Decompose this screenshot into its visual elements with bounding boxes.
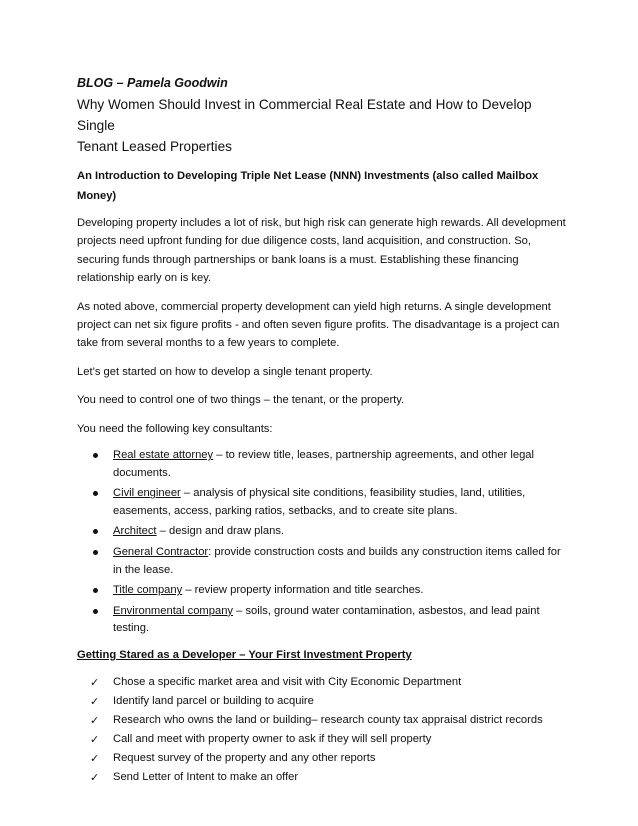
list-item (77, 544, 572, 579)
list-item (77, 768, 572, 787)
bullet-icon (93, 609, 98, 614)
step-text: Research who owns the land or building– research county tax appraisal district records (113, 714, 543, 726)
list-item (77, 692, 572, 711)
consultant-term: Civil engineer (113, 487, 181, 500)
checkmark-icon: ✓ (90, 695, 100, 708)
consultant-desc: – analysis of physical site conditions, feasibility studies, land, utilities, easements, access, parking ratios, setbacks, and to create site plans. (113, 487, 526, 517)
step-text: Send Letter of Intent to make an offer (113, 771, 299, 783)
consultant-desc: – design and draw plans. (156, 525, 285, 538)
consultant-term: Real estate attorney (113, 449, 214, 462)
steps-checklist (77, 673, 572, 787)
title-line-1: Why Women Should Invest in Commercial Real Estate and How to Develop Single (77, 97, 532, 133)
title-line-2: Tenant Leased Properties (77, 139, 232, 154)
list-item (77, 523, 572, 541)
list-item (77, 582, 572, 600)
list-item (77, 730, 572, 749)
bullet-icon (93, 588, 98, 593)
bullet-icon (93, 529, 98, 534)
list-item (77, 485, 572, 520)
paragraph-get-started: Let’s get started on how to develop a single tenant property. (77, 365, 373, 378)
list-item (77, 603, 572, 638)
consultant-term: Environmental company (113, 604, 234, 617)
list-item (77, 749, 572, 768)
checkmark-icon: ✓ (90, 714, 100, 727)
intro-heading: An Introduction to Developing Triple Net Lease (NNN) Investments (also called Mailbox Money) (77, 170, 539, 202)
consultant-desc: : provide construction costs and builds any construction items called for in the lease. (113, 546, 561, 576)
list-item (77, 673, 572, 692)
list-item (77, 711, 572, 730)
paragraph-risk: Developing property includes a lot of risk, but high risk can generate high rewards. All development projects need upfront funding for due diligence costs, land acquisition, and construction. So, securing funds through partnerships or bank loans is a must. Establishing these financing relationship early on is key. (77, 217, 566, 285)
blog-label: BLOG – Pamela Goodwin (77, 76, 228, 90)
consultant-term: Architect (113, 525, 157, 538)
checkmark-icon: ✓ (90, 771, 100, 784)
paragraph-consultants: You need the following key consultants: (77, 422, 273, 435)
checkmark-icon: ✓ (90, 733, 100, 746)
consultant-desc: – review property information and title searches. (182, 584, 424, 597)
step-text: Identify land parcel or building to acquire (113, 695, 314, 707)
checkmark-icon: ✓ (90, 752, 100, 765)
step-text: Chose a specific market area and visit with City Economic Department (113, 676, 462, 688)
step-text: Request survey of the property and any other reports (113, 752, 376, 764)
developer-heading: Getting Stared as a Developer – Your First Investment Property (77, 649, 412, 661)
bullet-icon (93, 491, 98, 496)
paragraph-returns: As noted above, commercial property development can yield high returns. A single development project can net six figure profits - and often seven figure profits. The disadvantage is a project can take from several months to a few years to complete. (77, 300, 560, 350)
consultant-term: General Contractor (113, 546, 209, 559)
consultant-desc: – soils, ground water contamination, asbestos, and lead paint testing. (113, 604, 540, 635)
consultant-list (77, 447, 572, 638)
consultant-term: Title company (113, 584, 183, 597)
consultant-desc: – to review title, leases, partnership agreements, and other legal documents. (113, 449, 535, 479)
paragraph-control: You need to control one of two things – the tenant, or the property. (77, 394, 405, 407)
document-title (77, 94, 572, 157)
step-text: Call and meet with property owner to ask if they will sell property (113, 733, 432, 745)
list-item (77, 447, 572, 482)
bullet-icon (93, 453, 98, 458)
checkmark-icon: ✓ (90, 676, 100, 689)
bullet-icon (93, 550, 98, 555)
